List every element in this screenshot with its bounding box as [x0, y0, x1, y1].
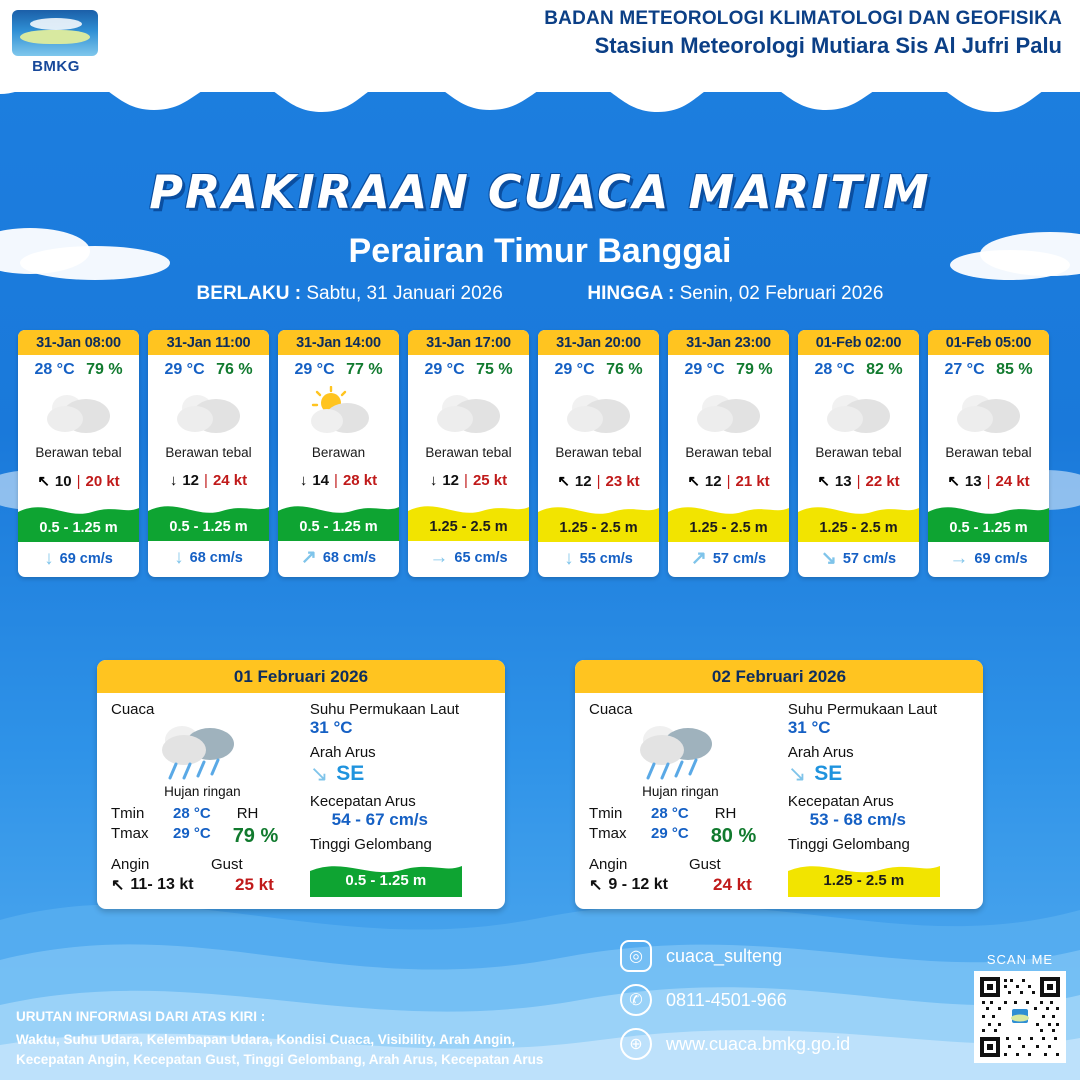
wave-height-label: Tinggi Gelombang: [787, 836, 910, 853]
card-current-speed: 55 cm/s: [579, 550, 633, 567]
sst-label: Suhu Permukaan Laut: [787, 701, 938, 718]
tmin-value: 28 °C: [173, 805, 211, 822]
gust-label: Gust: [689, 856, 721, 873]
card-current: [668, 542, 789, 577]
card-visibility: 12: [442, 472, 460, 489]
card-temp-humidity: [668, 355, 789, 381]
daily-weather: Hujan ringan: [164, 784, 241, 799]
card-wave-height: 0.5 - 1.25 m: [169, 519, 248, 535]
qr-pattern: [978, 975, 1062, 1059]
wave-height-band: [788, 857, 940, 897]
logo-label: BMKG: [32, 58, 80, 75]
cloud-overcast-icon: [798, 383, 919, 441]
sst-value: 31 °C: [787, 718, 831, 737]
card-current-speed: 68 cm/s: [322, 549, 377, 566]
instagram-row[interactable]: [620, 940, 1020, 972]
tmax-value: 29 °C: [173, 825, 211, 842]
legend-line1: URUTAN INFORMASI DARI ATAS KIRI :: [16, 1009, 266, 1025]
wave-height-band: [310, 857, 462, 897]
wind-label: Angin: [111, 856, 150, 873]
card-visibility: 14: [312, 472, 330, 489]
card-weather: Berawan tebal: [945, 445, 1032, 460]
card-time: 31-Jan 08:00: [18, 330, 139, 355]
wind-direction-arrow-icon: ↓: [169, 472, 178, 489]
bmkg-emblem-icon: [12, 10, 98, 56]
phone-icon: ✆: [620, 984, 652, 1016]
card-wave-height: 1.25 - 2.5 m: [689, 520, 768, 536]
card-wind-speed: 22 kt: [865, 472, 900, 490]
card-wind-speed: 24 kt: [212, 472, 248, 489]
card-wave-height: 0.5 - 1.25 m: [39, 520, 118, 536]
card-wind-speed: 28 kt: [342, 472, 378, 489]
qr-block: [974, 952, 1066, 1063]
legend-line2: Waktu, Suhu Udara, Kelembapan Udara, Kondisi Cuaca, Visibility, Arah Angin,: [16, 1031, 516, 1047]
card-wind: ↓ 12 | 25 kt: [429, 472, 508, 489]
forecast-card[interactable]: [148, 330, 269, 577]
tmax-label: Tmax: [111, 825, 149, 842]
current-direction-arrow-icon: ↘: [820, 548, 837, 569]
card-temp-humidity: [798, 355, 919, 381]
card-temp-humidity: [18, 355, 139, 381]
sun-cloud-icon: [278, 383, 399, 441]
card-weather: Berawan tebal: [35, 445, 122, 460]
agency-title: [544, 8, 1062, 59]
bmkg-logo: [12, 10, 100, 82]
card-wind-speed: 20 kt: [85, 472, 120, 490]
qr-code[interactable]: [974, 971, 1066, 1063]
card-weather: Berawan tebal: [555, 445, 642, 460]
card-current-speed: 65 cm/s: [454, 549, 508, 566]
card-visibility: 12: [704, 472, 722, 490]
until-value: Senin, 02 Februari 2026: [679, 283, 884, 304]
rain-cloud-icon: [101, 720, 306, 782]
wind-direction-arrow-icon: ↖: [947, 473, 960, 490]
gust-value: 25 kt: [235, 875, 274, 894]
card-humidity: 79 %: [736, 361, 773, 378]
card-wave-height: 0.5 - 1.25 m: [949, 520, 1028, 536]
card-humidity: 75 %: [476, 361, 513, 378]
card-time: 31-Jan 14:00: [278, 330, 399, 355]
daily-panel[interactable]: [97, 660, 505, 909]
current-direction-value: SE: [814, 762, 843, 785]
card-humidity: 79 %: [86, 361, 123, 378]
card-temperature: 28 °C: [34, 361, 75, 378]
wind-direction-arrow-icon: ↖: [589, 877, 603, 894]
daily-weather: Hujan ringan: [642, 784, 719, 799]
wave-band: [408, 497, 529, 541]
tmin-label: Tmin: [111, 805, 145, 822]
current-direction-arrow-icon: ↘: [787, 761, 807, 786]
globe-icon: ⊕: [620, 1028, 652, 1060]
card-weather: Berawan tebal: [815, 445, 902, 460]
card-visibility: 12: [574, 472, 592, 490]
phone-number: 0811-4501-966: [666, 989, 787, 1010]
card-visibility: 12: [182, 472, 200, 489]
scan-me-label: SCAN ME: [986, 952, 1054, 967]
forecast-card[interactable]: [928, 330, 1049, 577]
card-temp-humidity: [408, 355, 529, 381]
card-humidity: 76 %: [606, 361, 643, 378]
card-current: [798, 542, 919, 577]
wind-direction-arrow-icon: ↓: [299, 472, 308, 489]
legend-line3: Kecepatan Angin, Kecepatan Gust, Tinggi Gelombang, Arah Arus, Kecepatan Arus: [16, 1051, 544, 1067]
legend-block: [16, 1007, 543, 1070]
wind-direction-arrow-icon: ↖: [37, 473, 50, 490]
daily-date: 02 Februari 2026: [575, 660, 983, 693]
card-wind-speed: 24 kt: [995, 472, 1030, 490]
valid-label: BERLAKU :: [196, 283, 302, 304]
instagram-handle: cuaca_sulteng: [666, 945, 783, 966]
card-weather: Berawan: [311, 445, 366, 460]
card-temperature: 27 °C: [944, 361, 985, 378]
current-speed-label: Kecepatan Arus: [309, 793, 416, 810]
card-wind: ↖ 12 | 23 kt: [557, 472, 640, 490]
rh-value: 79 %: [232, 825, 279, 847]
wave-band: [538, 498, 659, 542]
current-direction-arrow-icon: ↓: [174, 547, 184, 568]
wind-label: Angin: [589, 856, 628, 873]
valid-value: Sabtu, 31 Januari 2026: [306, 283, 503, 304]
card-humidity: 82 %: [866, 361, 903, 378]
current-direction-value: SE: [336, 762, 365, 785]
card-wave-height: 1.25 - 2.5 m: [819, 520, 898, 536]
cloud-overcast-icon: [538, 383, 659, 441]
rain-cloud-icon: [579, 720, 784, 782]
until-label: HINGGA :: [587, 283, 675, 304]
instagram-icon: ◎: [620, 940, 652, 972]
page-title: PRAKIRAAN CUACA MARITIM: [149, 165, 931, 219]
rh-value: 80 %: [710, 825, 757, 847]
wave-band: [148, 497, 269, 541]
card-current: [148, 541, 269, 576]
wave-band: [928, 498, 1049, 542]
card-temperature: 28 °C: [814, 361, 855, 378]
wave-band: [798, 498, 919, 542]
card-weather: Berawan tebal: [425, 445, 512, 460]
card-visibility: 13: [964, 472, 982, 490]
card-humidity: 76 %: [216, 361, 253, 378]
current-speed-value: 54 - 67 cm/s: [331, 810, 429, 829]
card-wind: ↖ 12 | 21 kt: [687, 472, 770, 490]
wave-height-label: Tinggi Gelombang: [309, 836, 432, 853]
validity-row: [0, 283, 1080, 305]
card-temperature: 29 °C: [554, 361, 595, 378]
current-direction-label: Arah Arus: [309, 744, 376, 761]
current-direction-arrow-icon: →: [949, 548, 969, 569]
card-temp-humidity: [148, 355, 269, 381]
header-wave-decor: [0, 60, 1080, 150]
card-wave-height: 0.5 - 1.25 m: [299, 519, 378, 535]
card-wind: ↓ 12 | 24 kt: [169, 472, 248, 489]
daily-weather-label: Cuaca: [589, 701, 633, 718]
card-temperature: 29 °C: [424, 361, 465, 378]
wind-value: 11- 13 kt: [130, 876, 194, 893]
gust-value: 24 kt: [713, 875, 752, 894]
card-wind: ↖ 13 | 22 kt: [817, 472, 900, 490]
phone-row[interactable]: [620, 984, 1020, 1016]
card-current-speed: 69 cm/s: [59, 550, 113, 567]
wind-value: 9 - 12 kt: [608, 876, 668, 893]
card-weather: Berawan tebal: [165, 445, 252, 460]
rh-label: RH: [714, 805, 737, 822]
cloud-overcast-icon: [928, 383, 1049, 441]
wind-direction-arrow-icon: ↖: [111, 877, 125, 894]
daily-panel-list: [0, 660, 1080, 909]
card-time: 31-Jan 23:00: [668, 330, 789, 355]
card-weather: Berawan tebal: [685, 445, 772, 460]
card-time: 31-Jan 11:00: [148, 330, 269, 355]
card-current-speed: 57 cm/s: [842, 550, 897, 567]
card-temp-humidity: [928, 355, 1049, 381]
forecast-card[interactable]: [278, 330, 399, 577]
card-wind-speed: 21 kt: [735, 472, 770, 490]
card-wind: ↖ 13 | 24 kt: [947, 472, 1030, 490]
card-current: [538, 542, 659, 577]
card-wave-height: 1.25 - 2.5 m: [559, 520, 638, 536]
forecast-card[interactable]: [798, 330, 919, 577]
contact-block: [620, 940, 1020, 1072]
cloud-overcast-icon: [18, 383, 139, 441]
forecast-card[interactable]: [18, 330, 139, 577]
current-direction-arrow-icon: ↗: [690, 548, 707, 569]
card-current-speed: 69 cm/s: [974, 550, 1028, 567]
card-wind-speed: 23 kt: [605, 472, 640, 490]
card-temperature: 29 °C: [294, 361, 335, 378]
card-time: 31-Jan 20:00: [538, 330, 659, 355]
wave-height-value: 1.25 - 2.5 m: [823, 872, 905, 889]
card-current-speed: 68 cm/s: [189, 549, 243, 566]
daily-date: 01 Februari 2026: [97, 660, 505, 693]
forecast-card[interactable]: [408, 330, 529, 577]
gust-label: Gust: [211, 856, 243, 873]
current-direction-arrow-icon: ↓: [44, 548, 54, 569]
card-temperature: 29 °C: [684, 361, 725, 378]
page-subtitle: Perairan Timur Banggai: [348, 232, 732, 270]
daily-weather-label: Cuaca: [111, 701, 155, 718]
daily-panel[interactable]: [575, 660, 983, 909]
card-visibility: 10: [54, 472, 72, 490]
card-time: 31-Jan 17:00: [408, 330, 529, 355]
sst-label: Suhu Permukaan Laut: [309, 701, 460, 718]
card-wind: ↓ 14 | 28 kt: [299, 472, 378, 489]
wind-direction-arrow-icon: ↖: [687, 473, 700, 490]
tmax-label: Tmax: [589, 825, 627, 842]
sst-value: 31 °C: [309, 718, 353, 737]
website-row[interactable]: [620, 1028, 1020, 1060]
card-wave-height: 1.25 - 2.5 m: [429, 519, 508, 535]
wave-height-value: 0.5 - 1.25 m: [345, 872, 427, 889]
tmin-value: 28 °C: [651, 805, 689, 822]
card-temperature: 29 °C: [164, 361, 205, 378]
forecast-card-list: [18, 330, 1062, 577]
cloud-overcast-icon: [408, 383, 529, 441]
card-temp-humidity: [278, 355, 399, 381]
card-time: 01-Feb 02:00: [798, 330, 919, 355]
card-current-speed: 57 cm/s: [712, 550, 767, 567]
tmax-value: 29 °C: [651, 825, 689, 842]
card-visibility: 13: [834, 472, 852, 490]
wave-band: [278, 497, 399, 541]
current-speed-label: Kecepatan Arus: [787, 793, 894, 810]
wind-direction-arrow-icon: ↓: [429, 472, 438, 489]
card-current: [18, 542, 139, 577]
forecast-card[interactable]: [538, 330, 659, 577]
card-current: [928, 542, 1049, 577]
wind-direction-arrow-icon: ↖: [557, 473, 570, 490]
card-humidity: 77 %: [346, 361, 383, 378]
current-direction-arrow-icon: →: [429, 547, 449, 568]
tmin-label: Tmin: [589, 805, 623, 822]
current-direction-arrow-icon: ↓: [564, 548, 574, 569]
forecast-card[interactable]: [668, 330, 789, 577]
rh-label: RH: [236, 805, 259, 822]
agency-name-line2: Stasiun Meteorologi Mutiara Sis Al Jufri Palu: [594, 33, 1062, 58]
cloud-overcast-icon: [668, 383, 789, 441]
card-current: [278, 541, 399, 576]
cloud-overcast-icon: [148, 383, 269, 441]
current-direction-label: Arah Arus: [787, 744, 854, 761]
current-direction-arrow-icon: ↗: [300, 547, 317, 568]
card-temp-humidity: [538, 355, 659, 381]
wave-band: [668, 498, 789, 542]
website-url: www.cuaca.bmkg.go.id: [666, 1033, 851, 1054]
card-wind: ↖ 10 | 20 kt: [37, 472, 120, 490]
current-direction-arrow-icon: ↘: [309, 761, 329, 786]
card-time: 01-Feb 05:00: [928, 330, 1049, 355]
card-wind-speed: 25 kt: [472, 472, 508, 489]
card-current: [408, 541, 529, 576]
wave-band: [18, 498, 139, 542]
wind-direction-arrow-icon: ↖: [817, 473, 830, 490]
card-humidity: 85 %: [996, 361, 1033, 378]
current-speed-value: 53 - 68 cm/s: [809, 810, 907, 829]
agency-name-line1: BADAN METEOROLOGI KLIMATOLOGI DAN GEOFISIKA: [544, 8, 1062, 29]
